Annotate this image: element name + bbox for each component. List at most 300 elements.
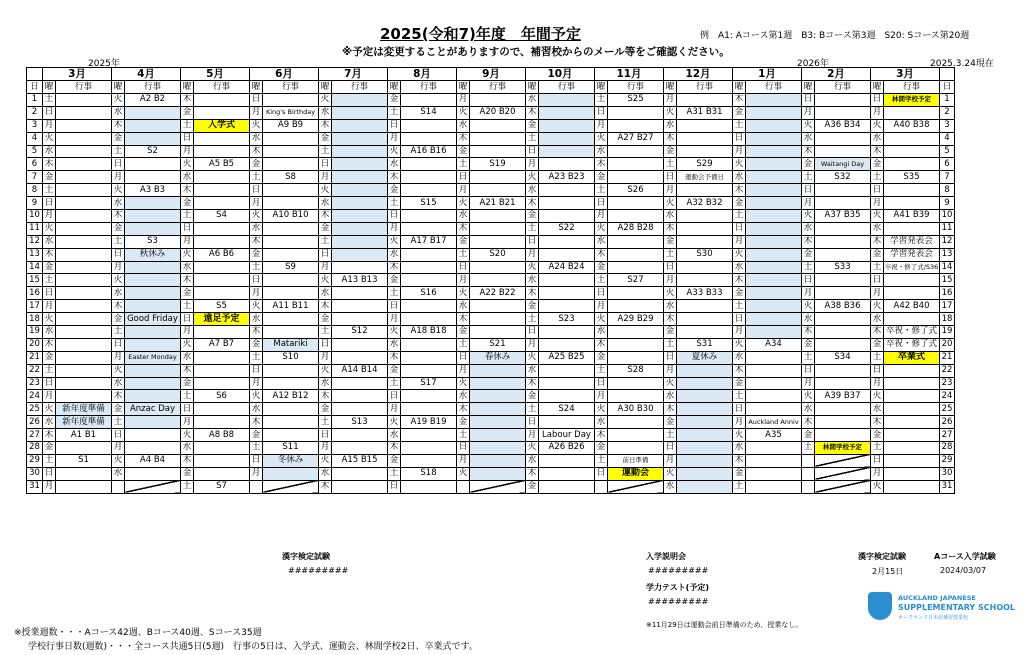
weekday-cell: 木 bbox=[388, 261, 401, 274]
weekday-cell: 日 bbox=[664, 261, 677, 274]
day-row bbox=[27, 132, 955, 145]
event-cell bbox=[677, 364, 733, 377]
event-cell: A41 B39 bbox=[884, 210, 940, 223]
weekday-cell: 土 bbox=[112, 416, 125, 429]
weekday-cell: 木 bbox=[526, 197, 539, 210]
weekday-cell: 木 bbox=[664, 313, 677, 326]
weekday-cell: 水 bbox=[664, 210, 677, 223]
weekday-cell: 金 bbox=[871, 429, 884, 442]
event-cell: A10 B10 bbox=[263, 210, 319, 223]
event-column-label: 行事 bbox=[815, 81, 871, 94]
page-title: 2025(令和7)年度 年間予定 bbox=[380, 25, 581, 43]
weekday-cell: 水 bbox=[871, 222, 884, 235]
event-cell bbox=[470, 222, 526, 235]
event-cell bbox=[608, 106, 664, 119]
event-column-label: 行事 bbox=[263, 81, 319, 94]
event-cell bbox=[56, 480, 112, 493]
event-cell bbox=[470, 390, 526, 403]
event-cell bbox=[56, 300, 112, 313]
day-row bbox=[27, 171, 955, 184]
event-cell bbox=[815, 338, 871, 351]
weekday-cell: 木 bbox=[802, 235, 815, 248]
weekday-cell: 木 bbox=[388, 351, 401, 364]
weekday-cell: 日 bbox=[112, 158, 125, 171]
event-cell bbox=[884, 454, 940, 467]
event-cell bbox=[677, 119, 733, 132]
weekday-cell: 土 bbox=[664, 429, 677, 442]
weekday-cell: 月 bbox=[664, 274, 677, 287]
weekday-cell: 水 bbox=[457, 300, 470, 313]
weekday-cell: 日 bbox=[181, 132, 194, 145]
event-cell bbox=[884, 403, 940, 416]
day-row bbox=[27, 390, 955, 403]
weekday-cell: 水 bbox=[388, 248, 401, 261]
weekday-cell: 月 bbox=[43, 210, 56, 223]
event-cell bbox=[746, 132, 802, 145]
weekday-cell: 金 bbox=[664, 145, 677, 158]
day-number: 9 bbox=[940, 197, 955, 210]
event-cell bbox=[194, 145, 250, 158]
event-cell bbox=[608, 197, 664, 210]
event-cell bbox=[884, 416, 940, 429]
event-cell bbox=[746, 145, 802, 158]
event-cell bbox=[677, 403, 733, 416]
weekday-cell: 水 bbox=[181, 351, 194, 364]
weekday-column-label: 曜 bbox=[526, 81, 539, 94]
weekday-cell: 水 bbox=[526, 274, 539, 287]
weekday-cell: 水 bbox=[457, 390, 470, 403]
day-number: 25 bbox=[940, 403, 955, 416]
weekday-cell: 火 bbox=[319, 274, 332, 287]
event-cell: A29 B29 bbox=[608, 313, 664, 326]
weekday-cell: 水 bbox=[388, 429, 401, 442]
event-cell bbox=[263, 364, 319, 377]
weekday-cell: 水 bbox=[595, 326, 608, 339]
event-cell: 卒祝・修了式 bbox=[884, 338, 940, 351]
weekday-cell: 月 bbox=[802, 377, 815, 390]
weekday-column-label: 曜 bbox=[112, 81, 125, 94]
weekday-cell: 水 bbox=[595, 416, 608, 429]
event-cell: S10 bbox=[263, 351, 319, 364]
weekday-column-label: 曜 bbox=[319, 81, 332, 94]
weekday-cell: 月 bbox=[319, 351, 332, 364]
event-cell: A22 B22 bbox=[470, 287, 526, 300]
weekday-cell: 水 bbox=[388, 338, 401, 351]
weekday-cell: 金 bbox=[319, 222, 332, 235]
day-number: 2 bbox=[27, 106, 43, 119]
event-cell bbox=[56, 184, 112, 197]
weekday-cell: 月 bbox=[250, 197, 263, 210]
weekday-column-label: 曜 bbox=[250, 81, 263, 94]
day-row bbox=[27, 416, 955, 429]
event-cell bbox=[815, 326, 871, 339]
weekday-cell: 木 bbox=[802, 145, 815, 158]
event-cell bbox=[401, 480, 457, 493]
weekday-cell: 日 bbox=[526, 416, 539, 429]
event-cell: A26 B26 bbox=[539, 442, 595, 455]
logo-line3: オークランド日本語補習授業校 bbox=[898, 615, 969, 621]
event-cell bbox=[608, 480, 664, 493]
month-name: 9月 bbox=[457, 68, 526, 81]
event-cell bbox=[470, 480, 526, 493]
event-cell: S28 bbox=[608, 364, 664, 377]
weekday-cell: 土 bbox=[802, 442, 815, 455]
event-cell bbox=[470, 300, 526, 313]
event-cell bbox=[746, 274, 802, 287]
event-cell: S15 bbox=[401, 197, 457, 210]
event-cell bbox=[884, 184, 940, 197]
weekday-cell: 木 bbox=[319, 210, 332, 223]
weekday-cell: 月 bbox=[664, 454, 677, 467]
event-cell bbox=[401, 158, 457, 171]
event-cell bbox=[677, 94, 733, 107]
weekday-cell: 木 bbox=[112, 300, 125, 313]
weekday-cell: 木 bbox=[181, 454, 194, 467]
day-number: 23 bbox=[940, 377, 955, 390]
year-2025-label: 2025年 bbox=[88, 59, 120, 69]
event-cell: 学習発表会 bbox=[884, 235, 940, 248]
event-cell bbox=[470, 467, 526, 480]
event-cell bbox=[263, 145, 319, 158]
event-cell: S1 bbox=[56, 454, 112, 467]
event-cell bbox=[884, 377, 940, 390]
course-legend: 例 A1: Aコース第1週 B3: Bコース第3週 S20: Sコース第20週 bbox=[700, 31, 970, 41]
weekday-cell: 水 bbox=[319, 467, 332, 480]
weekday-cell: 金 bbox=[457, 235, 470, 248]
weekday-cell: 火 bbox=[457, 467, 470, 480]
weekday-cell: 日 bbox=[250, 274, 263, 287]
weekday-cell: 月 bbox=[388, 313, 401, 326]
event-cell bbox=[608, 429, 664, 442]
event-cell: A5 B5 bbox=[194, 158, 250, 171]
event-cell: A6 B6 bbox=[194, 248, 250, 261]
weekday-cell: 金 bbox=[733, 467, 746, 480]
weekday-cell: 日 bbox=[802, 364, 815, 377]
weekday-cell: 日 bbox=[733, 313, 746, 326]
weekday-cell: 金 bbox=[43, 442, 56, 455]
event-cell: 林間学校予定 bbox=[815, 442, 871, 455]
event-cell bbox=[125, 390, 181, 403]
event-cell: A14 B14 bbox=[332, 364, 388, 377]
weekday-cell: 金 bbox=[595, 171, 608, 184]
event-cell bbox=[401, 132, 457, 145]
weekday-cell: 月 bbox=[526, 158, 539, 171]
event-cell bbox=[608, 145, 664, 158]
weekday-cell: 月 bbox=[112, 261, 125, 274]
day-number: 26 bbox=[940, 416, 955, 429]
weekday-cell: 金 bbox=[664, 416, 677, 429]
event-cell bbox=[608, 300, 664, 313]
weekday-cell: 木 bbox=[43, 158, 56, 171]
weekday-cell: 火 bbox=[388, 416, 401, 429]
month-name: 2月 bbox=[802, 68, 871, 81]
event-cell bbox=[815, 197, 871, 210]
weekday-cell: 土 bbox=[733, 300, 746, 313]
event-cell bbox=[194, 222, 250, 235]
event-cell: A11 B11 bbox=[263, 300, 319, 313]
event-cell bbox=[332, 158, 388, 171]
weekday-cell: 水 bbox=[457, 210, 470, 223]
weekday-cell: 日 bbox=[457, 171, 470, 184]
day-column-label: 日 bbox=[940, 81, 955, 94]
kanji-test-label: 漢字検定試験 bbox=[282, 552, 330, 561]
weekday-cell: 火 bbox=[733, 338, 746, 351]
weekday-cell bbox=[250, 480, 263, 493]
day-number: 4 bbox=[940, 132, 955, 145]
weekday-cell: 火 bbox=[43, 403, 56, 416]
weekday-cell: 金 bbox=[250, 338, 263, 351]
weekday-cell bbox=[802, 454, 815, 467]
weekday-cell: 日 bbox=[457, 442, 470, 455]
event-cell bbox=[332, 390, 388, 403]
event-cell: Labour Day bbox=[539, 429, 595, 442]
event-cell bbox=[470, 184, 526, 197]
event-cell bbox=[470, 429, 526, 442]
event-cell: A36 B34 bbox=[815, 119, 871, 132]
event-cell: 運動会予備日 bbox=[677, 171, 733, 184]
event-cell bbox=[401, 351, 457, 364]
event-cell bbox=[332, 377, 388, 390]
event-cell: Easter Monday bbox=[125, 351, 181, 364]
event-cell bbox=[746, 300, 802, 313]
event-cell: 新年度準備 bbox=[56, 403, 112, 416]
weekday-cell: 水 bbox=[112, 377, 125, 390]
weekday-cell: 木 bbox=[595, 338, 608, 351]
event-cell bbox=[401, 184, 457, 197]
day-row bbox=[27, 145, 955, 158]
weekday-cell: 土 bbox=[319, 145, 332, 158]
weekday-cell: 土 bbox=[871, 442, 884, 455]
event-cell bbox=[56, 274, 112, 287]
weekday-cell: 月 bbox=[250, 287, 263, 300]
weekday-cell: 金 bbox=[250, 158, 263, 171]
weekday-cell: 月 bbox=[664, 364, 677, 377]
annual-schedule-table bbox=[26, 67, 955, 494]
event-cell bbox=[56, 326, 112, 339]
weekday-cell: 火 bbox=[457, 197, 470, 210]
weekday-cell: 日 bbox=[526, 326, 539, 339]
weekday-cell: 火 bbox=[526, 351, 539, 364]
weekday-cell: 月 bbox=[733, 326, 746, 339]
event-cell bbox=[608, 377, 664, 390]
event-cell bbox=[539, 274, 595, 287]
weekday-cell: 火 bbox=[595, 313, 608, 326]
event-cell: S6 bbox=[194, 390, 250, 403]
event-cell bbox=[194, 261, 250, 274]
event-cell bbox=[56, 261, 112, 274]
event-cell bbox=[608, 351, 664, 364]
day-row bbox=[27, 442, 955, 455]
weekday-cell: 月 bbox=[250, 377, 263, 390]
event-cell: A31 B31 bbox=[677, 106, 733, 119]
event-cell bbox=[470, 416, 526, 429]
weekday-cell: 土 bbox=[871, 261, 884, 274]
day-number: 10 bbox=[27, 210, 43, 223]
event-cell: Auckland Anniv bbox=[746, 416, 802, 429]
month-name: 8月 bbox=[388, 68, 457, 81]
event-cell bbox=[608, 326, 664, 339]
event-cell bbox=[677, 145, 733, 158]
event-cell bbox=[608, 119, 664, 132]
weekday-cell: 水 bbox=[802, 132, 815, 145]
event-column-label: 行事 bbox=[884, 81, 940, 94]
event-cell bbox=[194, 377, 250, 390]
event-cell bbox=[884, 390, 940, 403]
weekday-cell: 水 bbox=[664, 300, 677, 313]
day-number: 15 bbox=[940, 274, 955, 287]
month-name: 11月 bbox=[595, 68, 664, 81]
event-cell: S29 bbox=[677, 158, 733, 171]
weekday-cell: 土 bbox=[181, 300, 194, 313]
event-cell: A20 B20 bbox=[470, 106, 526, 119]
weekday-cell: 金 bbox=[733, 197, 746, 210]
weekday-cell: 土 bbox=[388, 287, 401, 300]
weekday-cell: 水 bbox=[664, 480, 677, 493]
weekday-cell: 月 bbox=[43, 300, 56, 313]
event-cell bbox=[332, 300, 388, 313]
event-cell: 遠足予定 bbox=[194, 313, 250, 326]
event-cell: A2 B2 bbox=[125, 94, 181, 107]
weekday-cell: 月 bbox=[181, 416, 194, 429]
day-row bbox=[27, 94, 955, 107]
event-cell bbox=[815, 274, 871, 287]
event-column-label: 行事 bbox=[746, 81, 802, 94]
event-cell bbox=[470, 442, 526, 455]
day-row bbox=[27, 222, 955, 235]
day-row bbox=[27, 261, 955, 274]
day-number: 20 bbox=[940, 338, 955, 351]
event-cell bbox=[332, 403, 388, 416]
event-cell bbox=[815, 429, 871, 442]
event-cell: 林間学校予定 bbox=[884, 94, 940, 107]
event-cell: 卒祝・修了式/S36 bbox=[884, 261, 940, 274]
event-column-label: 行事 bbox=[401, 81, 457, 94]
weekday-cell: 金 bbox=[595, 261, 608, 274]
kanji-test2-label: 漢字検定試験 bbox=[858, 552, 906, 561]
event-cell: 秋休み bbox=[125, 248, 181, 261]
event-cell bbox=[332, 480, 388, 493]
day-number: 25 bbox=[27, 403, 43, 416]
column-label-row bbox=[27, 81, 955, 94]
event-cell bbox=[470, 326, 526, 339]
event-column-label: 行事 bbox=[539, 81, 595, 94]
event-cell bbox=[746, 467, 802, 480]
event-cell bbox=[539, 300, 595, 313]
weekday-cell: 水 bbox=[733, 442, 746, 455]
event-cell bbox=[332, 145, 388, 158]
weekday-cell: 日 bbox=[43, 106, 56, 119]
day-number: 28 bbox=[27, 442, 43, 455]
weekday-cell: 月 bbox=[871, 377, 884, 390]
event-cell bbox=[746, 364, 802, 377]
event-cell bbox=[332, 235, 388, 248]
event-cell: S19 bbox=[470, 158, 526, 171]
weekday-cell: 土 bbox=[802, 351, 815, 364]
weekday-cell: 金 bbox=[802, 248, 815, 261]
event-cell bbox=[608, 235, 664, 248]
event-cell: S13 bbox=[332, 416, 388, 429]
day-number: 14 bbox=[27, 261, 43, 274]
event-cell bbox=[56, 467, 112, 480]
weekday-column-label: 曜 bbox=[388, 81, 401, 94]
briefing-label: 入学説明会 bbox=[646, 552, 686, 561]
weekday-cell: 火 bbox=[388, 235, 401, 248]
event-cell bbox=[470, 364, 526, 377]
weekday-cell: 金 bbox=[181, 197, 194, 210]
weekday-cell: 日 bbox=[733, 132, 746, 145]
event-cell bbox=[470, 235, 526, 248]
weekday-cell: 水 bbox=[319, 287, 332, 300]
weekday-cell: 土 bbox=[43, 274, 56, 287]
event-cell: S24 bbox=[539, 403, 595, 416]
event-cell bbox=[401, 429, 457, 442]
day-number: 1 bbox=[940, 94, 955, 107]
weekday-cell: 木 bbox=[457, 313, 470, 326]
event-cell bbox=[884, 132, 940, 145]
event-cell bbox=[746, 197, 802, 210]
event-cell bbox=[56, 248, 112, 261]
weekday-cell: 水 bbox=[319, 197, 332, 210]
weekday-cell: 日 bbox=[112, 248, 125, 261]
year-2026-label: 2026年 bbox=[797, 59, 829, 69]
event-cell bbox=[56, 106, 112, 119]
event-cell: Waitangi Day bbox=[815, 158, 871, 171]
weekday-cell: 火 bbox=[664, 287, 677, 300]
weekday-cell: 金 bbox=[733, 377, 746, 390]
a-course-exam-label: Aコース入学試験 bbox=[934, 552, 996, 561]
event-cell bbox=[56, 351, 112, 364]
weekday-cell: 日 bbox=[595, 377, 608, 390]
event-cell bbox=[677, 442, 733, 455]
weekday-cell: 木 bbox=[181, 364, 194, 377]
a-course-exam-value: 2024/03/07 bbox=[940, 566, 987, 575]
event-cell bbox=[263, 467, 319, 480]
event-cell bbox=[746, 351, 802, 364]
weekday-cell: 金 bbox=[388, 94, 401, 107]
event-cell bbox=[125, 171, 181, 184]
event-cell bbox=[470, 274, 526, 287]
day-row bbox=[27, 326, 955, 339]
event-cell bbox=[125, 480, 181, 493]
weekday-cell: 木 bbox=[388, 442, 401, 455]
event-cell bbox=[56, 338, 112, 351]
weekday-cell: 水 bbox=[457, 119, 470, 132]
weekday-cell: 金 bbox=[871, 338, 884, 351]
event-cell bbox=[815, 248, 871, 261]
weekday-cell: 土 bbox=[871, 171, 884, 184]
weekday-cell: 日 bbox=[802, 184, 815, 197]
weekday-cell: 火 bbox=[319, 184, 332, 197]
weekday-cell: 水 bbox=[112, 467, 125, 480]
event-cell bbox=[677, 132, 733, 145]
weekday-cell: 水 bbox=[733, 261, 746, 274]
weekday-cell: 木 bbox=[802, 326, 815, 339]
event-cell bbox=[470, 171, 526, 184]
weekday-cell: 水 bbox=[595, 145, 608, 158]
event-cell bbox=[194, 106, 250, 119]
weekday-cell: 金 bbox=[388, 274, 401, 287]
event-cell: S14 bbox=[401, 106, 457, 119]
day-number: 1 bbox=[27, 94, 43, 107]
weekday-cell: 土 bbox=[388, 197, 401, 210]
weekday-cell: 木 bbox=[733, 274, 746, 287]
weekday-cell: 月 bbox=[733, 235, 746, 248]
event-cell bbox=[608, 171, 664, 184]
event-cell bbox=[815, 416, 871, 429]
kanji-test2-value: 2月15日 bbox=[872, 567, 904, 576]
event-cell bbox=[56, 94, 112, 107]
day-number: 8 bbox=[940, 184, 955, 197]
